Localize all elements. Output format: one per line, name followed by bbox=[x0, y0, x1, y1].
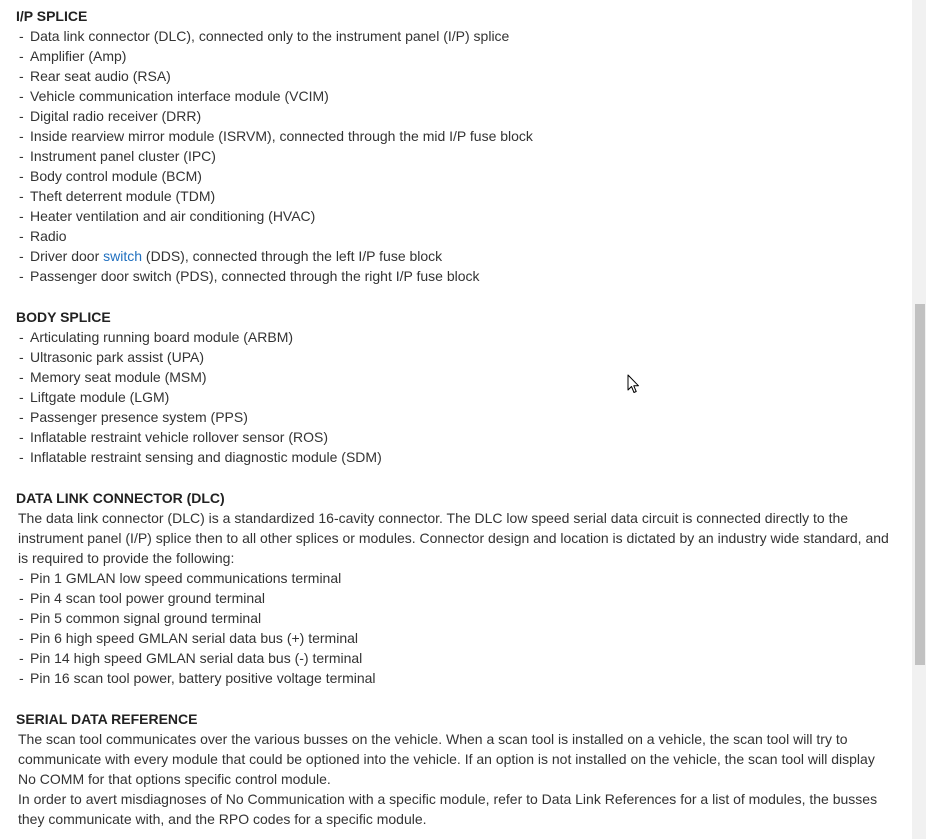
list-item-text: Pin 16 scan tool power, battery positive voltage terminal bbox=[30, 670, 376, 686]
list-item-text: Passenger door switch (PDS), connected through the right I/P fuse block bbox=[30, 268, 480, 284]
document-body bbox=[16, 6, 896, 829]
list-item bbox=[16, 407, 896, 427]
list-item bbox=[16, 608, 896, 628]
list-item bbox=[16, 226, 896, 246]
ip-splice-section bbox=[16, 6, 896, 286]
list-item bbox=[16, 367, 896, 387]
list-item-text: Body control module (BCM) bbox=[30, 168, 202, 184]
switch-link[interactable]: switch bbox=[103, 248, 143, 264]
list-dash: - bbox=[19, 148, 24, 164]
list-item-text: Instrument panel cluster (IPC) bbox=[30, 148, 216, 164]
scrollbar-thumb[interactable] bbox=[915, 304, 925, 665]
vertical-scrollbar[interactable] bbox=[912, 0, 926, 839]
list-dash: - bbox=[19, 389, 24, 405]
list-item bbox=[16, 266, 896, 286]
list-dash: - bbox=[19, 369, 24, 385]
list-dash: - bbox=[19, 108, 24, 124]
list-item bbox=[16, 568, 896, 588]
list-item bbox=[16, 46, 896, 66]
list-dash: - bbox=[19, 429, 24, 445]
list-item-text: Memory seat module (MSM) bbox=[30, 369, 207, 385]
ip-splice-list bbox=[16, 26, 896, 286]
list-item bbox=[16, 447, 896, 467]
list-item bbox=[16, 26, 896, 46]
list-dash: - bbox=[19, 28, 24, 44]
list-item-text: Pin 5 common signal ground terminal bbox=[30, 610, 262, 626]
list-item bbox=[16, 387, 896, 407]
body-splice-section bbox=[16, 307, 896, 467]
mouse-pointer-icon bbox=[627, 374, 641, 394]
list-dash: - bbox=[19, 168, 24, 184]
dlc-section bbox=[16, 488, 896, 688]
dlc-pin-list bbox=[16, 568, 896, 688]
list-item-text: Inside rearview mirror module (ISRVM), connected through the mid I/P fuse block bbox=[30, 128, 533, 144]
list-dash: - bbox=[19, 610, 24, 626]
list-item-text: Amplifier (Amp) bbox=[30, 48, 127, 64]
list-dash: - bbox=[19, 128, 24, 144]
list-dash: - bbox=[19, 68, 24, 84]
list-item bbox=[16, 146, 896, 166]
list-item-text: Liftgate module (LGM) bbox=[30, 389, 170, 405]
list-dash: - bbox=[19, 630, 24, 646]
list-item bbox=[16, 246, 896, 266]
list-dash: - bbox=[19, 48, 24, 64]
list-item-text: Inflatable restraint vehicle rollover sensor (ROS) bbox=[30, 429, 329, 445]
serial-data-paragraph-1: The scan tool communicates over the various busses on the vehicle. When a scan tool is installed on a vehicle, the scan tool will try to communicate with every module that could be optioned into the vehicle. If an option is not installed on the vehicle, the scan tool will display No COMM for that options specific control module. bbox=[18, 731, 875, 787]
list-item bbox=[16, 106, 896, 126]
dlc-title: DATA LINK CONNECTOR (DLC) bbox=[16, 490, 225, 506]
list-item-text: (DDS), connected through the left I/P fuse block bbox=[142, 248, 443, 264]
list-dash: - bbox=[19, 188, 24, 204]
list-dash: - bbox=[19, 650, 24, 666]
list-item bbox=[16, 588, 896, 608]
list-item bbox=[16, 347, 896, 367]
dlc-paragraph: The data link connector (DLC) is a standardized 16-cavity connector. The DLC low speed serial data circuit is connected directly to the instrument panel (I/P) splice then to all other splices or modules. Connector design and location is dictated by an industry wide standard, and is required to provide the following: bbox=[18, 510, 889, 566]
list-item-text: Pin 4 scan tool power ground terminal bbox=[30, 590, 266, 606]
list-item-text: Articulating running board module (ARBM) bbox=[30, 329, 294, 345]
list-dash: - bbox=[19, 268, 24, 284]
list-item bbox=[16, 327, 896, 347]
list-item bbox=[16, 427, 896, 447]
list-dash: - bbox=[19, 409, 24, 425]
list-item bbox=[16, 206, 896, 226]
serial-data-title: SERIAL DATA REFERENCE bbox=[16, 711, 198, 727]
list-item bbox=[16, 66, 896, 86]
list-item-text: Rear seat audio (RSA) bbox=[30, 68, 171, 84]
list-item-text: Ultrasonic park assist (UPA) bbox=[30, 349, 205, 365]
list-dash: - bbox=[19, 248, 24, 264]
list-item-text: Inflatable restraint sensing and diagnostic module (SDM) bbox=[30, 449, 382, 465]
list-item-text: Data link connector (DLC), connected only to the instrument panel (I/P) splice bbox=[30, 28, 510, 44]
serial-data-section bbox=[16, 709, 896, 829]
list-dash: - bbox=[19, 329, 24, 345]
ip-splice-title: I/P SPLICE bbox=[16, 8, 88, 24]
list-item bbox=[16, 186, 896, 206]
list-item-text: Pin 1 GMLAN low speed communications terminal bbox=[30, 570, 342, 586]
list-item bbox=[16, 668, 896, 688]
serial-data-paragraph-2: In order to avert misdiagnoses of No Communication with a specific module, refer to Data Link References for a list of modules, the busses they communicate with, and the RPO codes for a specific module. bbox=[18, 791, 878, 827]
list-dash: - bbox=[19, 88, 24, 104]
body-splice-list bbox=[16, 327, 896, 467]
list-dash: - bbox=[19, 449, 24, 465]
list-item-text: Radio bbox=[30, 228, 67, 244]
list-item-text: Vehicle communication interface module (VCIM) bbox=[30, 88, 329, 104]
list-item bbox=[16, 628, 896, 648]
list-item-text: Digital radio receiver (DRR) bbox=[30, 108, 202, 124]
list-dash: - bbox=[19, 349, 24, 365]
list-item-text: Heater ventilation and air conditioning (HVAC) bbox=[30, 208, 316, 224]
list-item-text: Pin 14 high speed GMLAN serial data bus (-) terminal bbox=[30, 650, 363, 666]
list-item-text: Passenger presence system (PPS) bbox=[30, 409, 248, 425]
list-item bbox=[16, 126, 896, 146]
list-item-text: Theft deterrent module (TDM) bbox=[30, 188, 216, 204]
list-item bbox=[16, 166, 896, 186]
list-dash: - bbox=[19, 590, 24, 606]
list-item-text: Pin 6 high speed GMLAN serial data bus (+) terminal bbox=[30, 630, 358, 646]
list-item bbox=[16, 648, 896, 668]
list-item bbox=[16, 86, 896, 106]
list-dash: - bbox=[19, 670, 24, 686]
list-dash: - bbox=[19, 208, 24, 224]
list-item-text: Driver door bbox=[30, 248, 104, 264]
body-splice-title: BODY SPLICE bbox=[16, 309, 111, 325]
list-dash: - bbox=[19, 228, 24, 244]
list-dash: - bbox=[19, 570, 24, 586]
